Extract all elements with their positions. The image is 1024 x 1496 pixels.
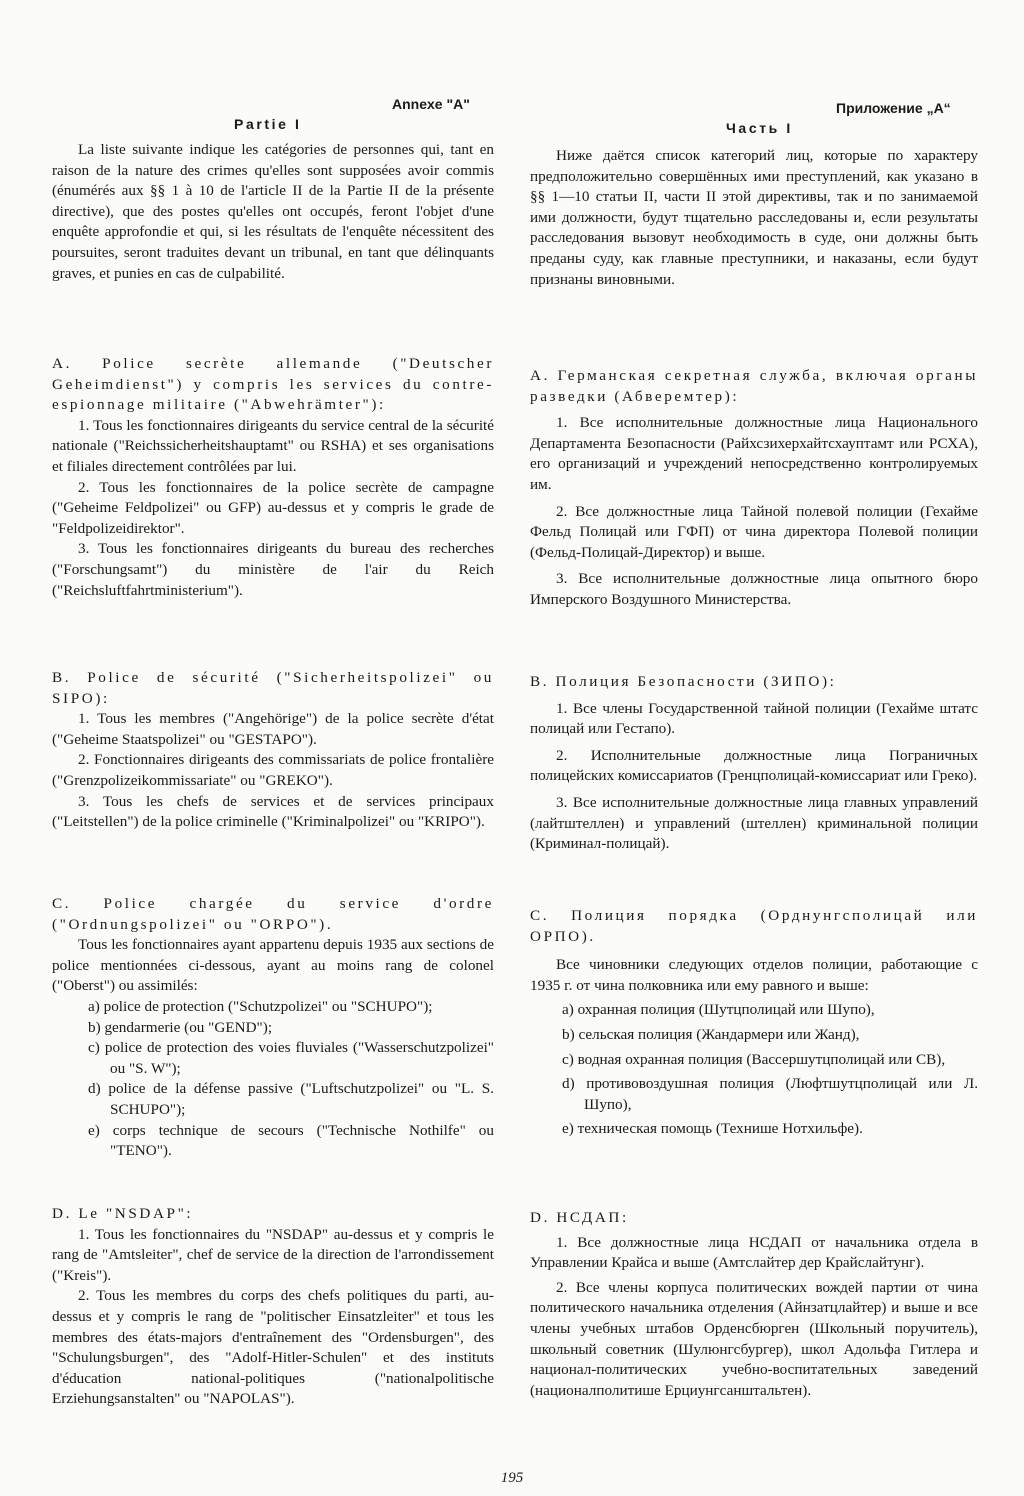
list-item: d) противовоздушная полиция (Люфтшутцполицай или Л. Шупо), [562,1075,978,1113]
intro-paragraph-fr: La liste suivante indique les catégories de personnes qui, tant en raison de la nature des crimes qu'elles sont supposées avoir commis (énumérés aux §§ 1 à 10 de l'article II de la Partie II de la présente directive), que des postes qu'elles ont occupés, feront l'objet d'une enquête approfondie et qui, si les résultats de l'enquête nécessitent des poursuites, seront traduites devant un tribunal, en tant que délinquants graves, et punies en cas de culpabilité. [52,141,494,282]
list-item: 1. Все должностные лица НСДАП от начальника отдела в Управлении Крайса и выше (Амтслайтер дер Крайслайтунг). [530,1233,978,1272]
list-item: а) охранная полиция (Шутцполицай или Шупо), [562,1001,875,1019]
section-d-ru [530,1208,978,1401]
list-item: 2. Исполнительные должностные лица Пограничных полицейских комиссариатов (Гренцполицай-комиссариат или Греко). [530,746,978,785]
section-heading: D. НСДАП: [530,1209,629,1226]
list-item: 3. Все исполнительные должностные лица опытного бюро Имперского Воздушного Министерства. [530,570,978,608]
list-item: 1. Все исполнительные должностные лица Национального Департамента Безопасности (Райхсзихерхайтсхауптамт или РСХА), его организаций и учреждений непосредственно контролируемых им. [530,414,978,493]
list-item: 1. Tous les membres ("Angehörige") de la police secrète d'état ("Geheime Staatspolizei" ou "GESTAPO"). [52,710,494,748]
section-heading: D. Le "NSDAP": [52,1205,194,1222]
part-title-fr: Partie I [234,116,302,132]
list-item: 2. Fonctionnaires dirigeants des commissariats de police frontalière ("Grenzpolizeikommissariate" ou "GREKO"). [52,751,494,789]
section-d-fr [52,1204,494,1410]
page-number: 195 [500,1470,524,1486]
section-intro: Tous les fonctionnaires ayant appartenu depuis 1935 aux sections de police mentionnées ci-dessous, ayant au moins rang de colonel ("Oberst") ou assimilés: [52,936,494,995]
section-heading: С. Полиция порядка (Орднунгсполицай или ОРПО). [530,907,978,945]
annex-title-ru: Приложение „А“ [836,100,951,116]
section-heading: C. Police chargée du service d'ordre ("Ordnungspolizei" ou "ORPO"). [52,895,494,933]
part-title-ru: Часть I [726,120,793,136]
section-b-ru [530,672,978,855]
section-c-fr [52,894,494,1162]
section-a-fr [52,354,494,601]
list-item: b) сельская полиция (Жандармери или Жанд), [562,1025,860,1043]
list-item: 3. Tous les fonctionnaires dirigeants du bureau des recherches ("Forschungsamt") du ministère de l'air du Reich ("Reichsluftfahrtministerium"). [52,540,494,599]
list-item: b) gendarmerie (ou "GEND"); [88,1018,273,1036]
section-a-ru [530,366,978,611]
list-item: e) corps technique de secours ("Technische Nothilfe" ou "TENO"). [88,1121,494,1160]
section-heading: B. Police de sécurité ("Sicherheitspolizei" ou SIPO): [52,669,494,707]
section-b-fr [52,668,494,833]
section-intro: Все чиновники следующих отделов полиции, работающие с 1935 г. от чина полковника или ему равного и выше: [530,956,978,994]
list-item: a) police de protection ("Schutzpolizei" ou "SCHUPO"); [88,997,433,1015]
list-item: d) police de la défense passive ("Luftschutzpolizei" ou "L. S. SCHUPO"); [88,1080,494,1118]
annex-title-fr: Annexe "A" [392,96,470,112]
list-item: 2. Все члены корпуса политических вождей партии от чина политического начальника отделения (Айнзатцлайтер) и выше и все члены учебных штабов Орденсбюрген (Школьный поручитель), школьный советник (Шулюнгсбургер), школ Адольфа Гитлера и национал-политических учебно-воспитательных заведений (националполитише Ерциунгсанштальтен). [530,1278,978,1399]
section-heading: А. Германская секретная служба, включая органы разведки (Абверемтер): [530,367,978,405]
list-item: 2. Tous les fonctionnaires de la police secrète de campagne ("Geheime Feldpolizei" ou GFP) au-dessus et y compris le grade de "Feldpolizeidirektor". [52,478,494,537]
list-item: 2. Tous les membres du corps des chefs politiques du parti, au-dessus et y compris le rang de "politischer Einsatzleiter" et tous les membres des états-majors d'entraînement des "Ordensburgen", des "Schulungsburgen", des "Adolf-Hitler-Schulen" et des instituts d'éducation national-politiques ("nationalpolitische Erziehungsanstalten" ou "NAPOLAS"). [52,1287,494,1408]
list-item: е) техническая помощь (Технише Нотхильфе). [562,1120,863,1138]
list-item: c) police de protection des voies fluviales ("Wasserschutzpolizei" ou "S. W"); [88,1039,494,1077]
list-item: 1. Tous les fonctionnaires dirigeants du service central de la sécurité nationale ("Reichssicherheitshauptamt" ou RSHA) et ses organisations et filiales directement contrôlées par lui. [52,416,494,475]
section-c-ru [530,906,978,1140]
list-item: 1. Все члены Государственной тайной полиции (Гехайме штатс полицай или Гестапо). [530,699,978,738]
intro-paragraph-ru: Ниже даётся список категорий лиц, которые по характеру предположительно совершённых ими преступлений, как указано в §§ 1—10 статьи II, части II этой директивы, так и по занимаемой ими должности, будут тщательно расследованы и, если результаты расследования вызовут необходимость в суде, они должны быть преданы суду, как главные преступники, и наказаны, если будут признаны виновными. [530,147,978,288]
list-item: 3. Tous les chefs de services et de services principaux ("Leitstellen") de la police criminelle ("Kriminalpolizei" ou "KRIPO"). [52,792,494,831]
list-item: 1. Tous les fonctionnaires du "NSDAP" au-dessus et y compris le rang de "Amtsleiter", chef de service de la direction de l'arrondissement ("Kreis"). [52,1225,494,1284]
list-item: 3. Все исполнительные должностные лица главных управлений (лайтштеллен) и управлений (штеллен) криминальной полиции (Криминал-полицай). [530,793,978,853]
section-heading: A. Police secrète allemande ("Deutscher Geheimdienst") y compris les services du contre-espionnage militaire ("Abwehrämter"): [52,355,494,414]
list-item: 2. Все должностные лица Тайной полевой полиции (Гехайме Фельд Полицай или ГФП) от чина директора Полевой полиции (Фельд-Полицай-Директор) и выше. [530,502,978,561]
list-item: с) водная охранная полиция (Вассершутцполицай или СВ), [562,1050,946,1068]
section-heading: В. Полиция Безопасности (ЗИПО): [530,673,837,690]
